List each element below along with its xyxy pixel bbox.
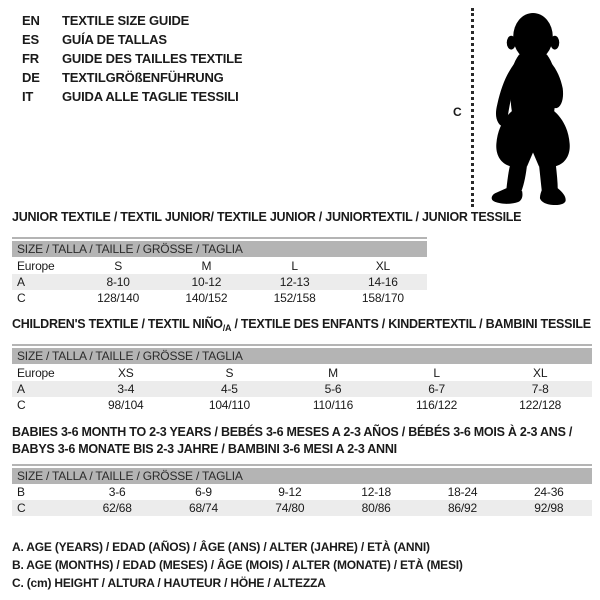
- table-row: [12, 381, 592, 397]
- value-cell: 18-24: [447, 485, 478, 499]
- footnotes: [12, 538, 463, 592]
- lang-row-it: [22, 87, 242, 106]
- value-cell: 110/116: [312, 398, 354, 412]
- row-label-cell: C: [17, 501, 26, 515]
- size-header-bar: SIZE / TALLA / TAILLE / GRÖSSE / TAGLIA: [12, 468, 592, 484]
- lang-label: TEXTILE SIZE GUIDE: [62, 13, 190, 28]
- value-cell: 62/68: [102, 501, 132, 515]
- value-cell: M: [201, 258, 212, 273]
- value-cell: L: [433, 365, 440, 380]
- lang-label: GUIDE DES TAILLES TEXTILE: [62, 51, 243, 66]
- table-top-rule: [12, 464, 592, 466]
- children-title-pre: CHILDREN'S TEXTILE / TEXTIL NIÑO: [12, 317, 223, 331]
- value-cell: 8-10: [106, 275, 130, 289]
- value-cell: S: [225, 365, 234, 380]
- value-cell: 9-12: [278, 485, 302, 499]
- value-cell: 24-36: [533, 485, 564, 499]
- babies-table: [12, 464, 592, 516]
- value-cell: M: [328, 365, 338, 380]
- children-title-subscript: /A: [222, 323, 232, 333]
- table-row: [12, 484, 592, 500]
- value-cell: 6-9: [195, 485, 212, 499]
- value-cell: 10-12: [191, 275, 222, 289]
- lang-row-de: [22, 68, 242, 87]
- value-cell: 3-6: [108, 485, 126, 499]
- language-header: [22, 11, 242, 106]
- children-table: [12, 344, 592, 413]
- junior-table-title: JUNIOR TEXTILE / TEXTIL JUNIOR/ TEXTILE JUNIOR / JUNIORTEXTIL / JUNIOR TESSILE: [12, 210, 522, 224]
- lang-label: GUIDA ALLE TAGLIE TESSILI: [62, 89, 239, 104]
- value-cell: 14-16: [368, 275, 398, 289]
- babies-table-title: [12, 424, 572, 458]
- height-measure-label: C: [453, 105, 462, 119]
- value-cell: L: [291, 258, 298, 273]
- value-cell: 12-18: [361, 485, 391, 499]
- value-cell: 122/128: [519, 398, 562, 412]
- table-row: [12, 364, 592, 381]
- lang-row-en: [22, 11, 242, 30]
- babies-title-line1: BABIES 3-6 MONTH TO 2-3 YEARS / BEBÉS 3-6 MESES A 2-3 AÑOS / BÉBÉS 3-6 MOIS À 2-3 ANS /: [12, 425, 573, 439]
- toddler-silhouette-icon: [486, 7, 581, 207]
- row-label-cell: Europe: [17, 365, 55, 380]
- size-header-bar: SIZE / TALLA / TAILLE / GRÖSSE / TAGLIA: [12, 348, 592, 364]
- height-dotted-line: [471, 8, 474, 207]
- value-cell: 152/158: [273, 291, 316, 305]
- table-row: [12, 257, 427, 274]
- value-cell: 92/98: [534, 501, 564, 515]
- footnote-c: C. (cm) HEIGHT / ALTURA / HAUTEUR / HÖHE / ALTEZZA: [12, 576, 326, 590]
- table-row: [12, 290, 427, 306]
- row-label-cell: A: [17, 275, 25, 289]
- value-cell: 116/122: [416, 398, 458, 412]
- value-cell: 140/152: [185, 291, 228, 305]
- value-cell: 4-5: [221, 382, 238, 396]
- value-cell: 128/140: [97, 291, 140, 305]
- value-cell: 68/74: [188, 501, 218, 515]
- children-table-title: [12, 317, 591, 333]
- row-label-cell: C: [17, 398, 26, 412]
- junior-table: [12, 237, 427, 306]
- row-label-cell: A: [17, 382, 25, 396]
- babies-title-line2: BABYS 3-6 MONATE BIS 2-3 JAHRE / BAMBINI 3-6 MESI A 2-3 ANNI: [12, 442, 397, 456]
- size-header-bar: SIZE / TALLA / TAILLE / GRÖSSE / TAGLIA: [12, 241, 427, 257]
- table-top-rule: [12, 237, 427, 239]
- value-cell: XS: [117, 365, 134, 380]
- lang-row-fr: [22, 49, 242, 68]
- value-cell: 86/92: [447, 501, 477, 515]
- table-row: [12, 274, 427, 290]
- lang-code: FR: [22, 51, 39, 66]
- lang-row-es: [22, 30, 242, 49]
- footnote-a: A. AGE (YEARS) / EDAD (AÑOS) / ÂGE (ANS) / ALTER (JAHRE) / ETÀ (ANNI): [12, 540, 430, 554]
- value-cell: XL: [375, 258, 391, 273]
- value-cell: 104/110: [208, 398, 250, 412]
- lang-label: TEXTILGRÖßENFÜHRUNG: [62, 70, 224, 85]
- row-label-cell: C: [17, 291, 26, 305]
- value-cell: 12-13: [279, 275, 310, 289]
- lang-code: DE: [22, 70, 40, 85]
- value-cell: 7-8: [531, 382, 549, 396]
- value-cell: 158/170: [361, 291, 404, 305]
- row-label-cell: Europe: [17, 258, 55, 273]
- value-cell: 5-6: [324, 382, 342, 396]
- value-cell: XL: [533, 365, 548, 380]
- row-label-cell: B: [17, 485, 25, 499]
- value-cell: 98/104: [108, 398, 144, 412]
- table-top-rule: [12, 344, 592, 346]
- value-cell: 3-4: [117, 382, 135, 396]
- lang-code: IT: [22, 89, 34, 104]
- table-row: [12, 397, 592, 413]
- lang-code: ES: [22, 32, 39, 47]
- value-cell: 80/86: [361, 501, 391, 515]
- lang-label: GUÍA DE TALLAS: [62, 32, 167, 47]
- children-title-post: / TEXTILE DES ENFANTS / KINDERTEXTIL / BAMBINI TESSILE: [231, 317, 591, 331]
- value-cell: 6-7: [428, 382, 445, 396]
- value-cell: 74/80: [275, 501, 305, 515]
- footnote-b: B. AGE (MONTHS) / EDAD (MESES) / ÂGE (MOIS) / ALTER (MONATE) / ETÀ (MESI): [12, 558, 463, 572]
- lang-code: EN: [22, 13, 40, 28]
- value-cell: S: [114, 258, 123, 273]
- table-row: [12, 500, 592, 516]
